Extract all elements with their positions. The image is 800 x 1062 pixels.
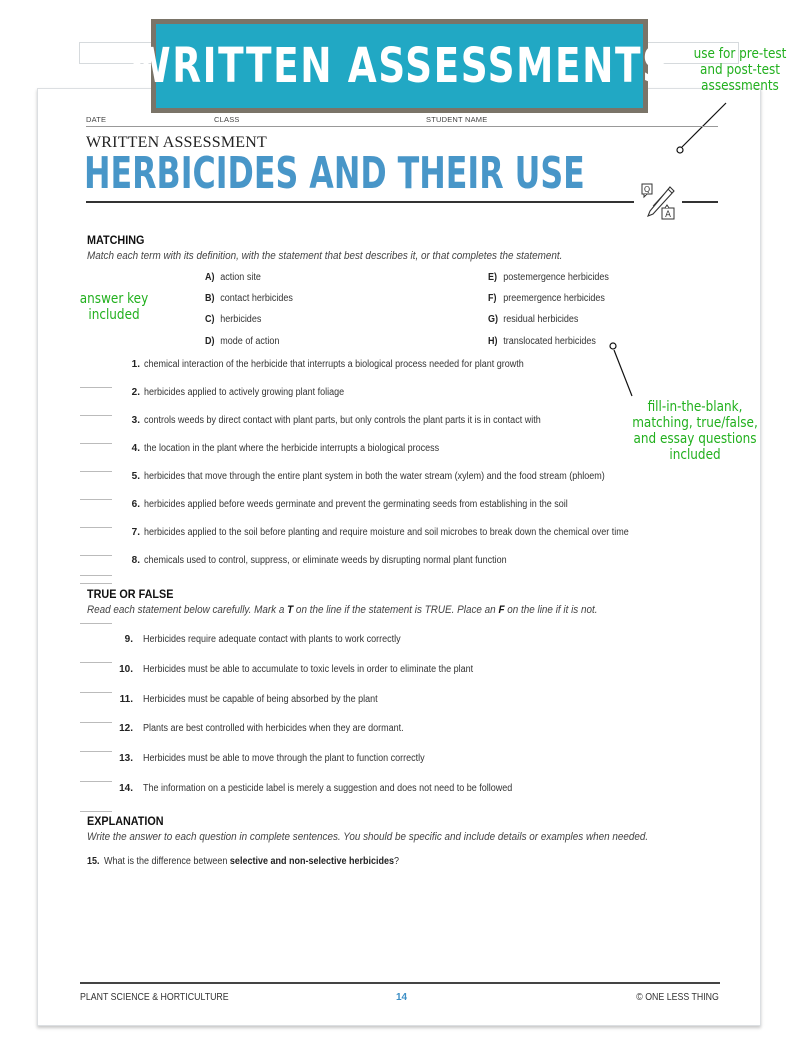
question-text: herbicides that move through the entire plant system in both the water stream (xylem) and the food stream (phloem) — [144, 471, 605, 482]
callout-line: use for pre-test — [693, 46, 787, 62]
callout-line: matching, true/false, — [632, 415, 758, 431]
matching-question — [80, 387, 720, 407]
true-false-instructions — [87, 604, 598, 616]
answer-blank[interactable] — [80, 575, 112, 576]
term-label: herbicides — [220, 314, 262, 325]
question-number: 14. — [119, 783, 133, 794]
question-text: Herbicides must be capable of being absorbed by the plant — [143, 694, 378, 705]
term-label: translocated herbicides — [503, 336, 596, 347]
term-item — [488, 272, 609, 283]
footer-divider — [80, 982, 720, 984]
callout-line: and post-test — [700, 62, 780, 78]
matching-question — [80, 359, 720, 379]
question-number: 12. — [119, 723, 133, 734]
student-info-fields — [86, 115, 718, 127]
svg-text:Q: Q — [643, 185, 651, 194]
matching-question — [80, 499, 720, 519]
answer-blank[interactable] — [80, 662, 112, 663]
instr-emphasis: F — [498, 604, 505, 616]
question-text: chemical interaction of the herbicide that interrupts a biological process needed for plant growth — [144, 359, 524, 370]
document-title: HERBICIDES AND THEIR USE — [84, 148, 585, 199]
student-name-field-label: STUDENT NAME — [426, 115, 488, 124]
document-kicker: WRITTEN ASSESSMENT — [86, 134, 267, 151]
term-letter: H) — [488, 336, 498, 347]
term-letter: B) — [205, 293, 215, 304]
instr-text: on the line if the statement is TRUE. Place an — [293, 604, 499, 616]
answer-blank[interactable] — [80, 692, 112, 693]
question-number: 13. — [119, 753, 133, 764]
term-item — [205, 272, 261, 283]
question-text: Plants are best controlled with herbicides when they are dormant. — [143, 723, 404, 734]
term-letter: G) — [488, 314, 498, 325]
callout-line: answer key — [79, 291, 149, 307]
question-text: herbicides applied before weeds germinate and prevent the germinating seeds from establishing in the soil — [144, 499, 568, 510]
term-label: preemergence herbicides — [503, 293, 605, 304]
true-false-heading: TRUE OR FALSE — [87, 587, 174, 601]
true-false-question — [80, 753, 720, 773]
term-item — [205, 314, 261, 325]
matching-instructions: Match each term with its definition, with the statement that best describes it, or that completes the statement. — [87, 250, 563, 262]
true-false-question — [80, 783, 720, 803]
callout-line: and essay questions — [633, 431, 757, 447]
explanation-heading: EXPLANATION — [87, 814, 164, 828]
callout-pre-post-test — [688, 46, 791, 94]
question-text: The information on a pesticide label is merely a suggestion and does not need to be followed — [143, 783, 513, 794]
question-text: the location in the plant where the herbicide interrupts a biological process — [144, 443, 440, 454]
question-number: 8. — [131, 555, 140, 566]
instr-text: on the line if it is not. — [504, 604, 598, 616]
term-label: residual herbicides — [503, 314, 579, 325]
question-text: Herbicides require adequate contact with plants to work correctly — [143, 634, 401, 645]
matching-question — [80, 415, 720, 435]
footer-course-name: PLANT SCIENCE & HORTICULTURE — [80, 992, 229, 1003]
essay-question — [87, 856, 399, 867]
question-emphasis: selective and non-selective herbicides — [229, 856, 395, 867]
question-text: ? — [394, 856, 400, 867]
term-label: mode of action — [220, 336, 280, 347]
term-item — [488, 314, 578, 325]
term-item — [488, 293, 605, 304]
true-false-question — [80, 634, 720, 654]
callout-line: fill-in-the-blank, — [647, 399, 743, 415]
true-false-question — [80, 664, 720, 684]
question-number: 10. — [119, 664, 133, 675]
term-letter: F) — [488, 293, 497, 304]
page-number: 14 — [396, 992, 408, 1003]
answer-blank[interactable] — [80, 781, 112, 782]
banner-title: WRITTEN ASSESSMENTS — [128, 38, 671, 94]
question-number: 11. — [119, 694, 133, 705]
term-letter: C) — [205, 314, 215, 325]
answer-blank[interactable] — [80, 583, 112, 584]
question-text: controls weeds by direct contact with plant parts, but only controls the plant parts it is in contact with — [144, 415, 541, 426]
term-label: contact herbicides — [220, 293, 293, 304]
title-divider — [86, 201, 634, 203]
question-number: 6. — [131, 499, 140, 510]
question-number: 9. — [124, 634, 133, 645]
question-number: 15. — [87, 856, 100, 867]
question-number: 4. — [131, 443, 140, 454]
callout-line: assessments — [701, 78, 779, 94]
title-divider — [682, 201, 718, 203]
answer-blank[interactable] — [80, 811, 112, 812]
explanation-instructions: Write the answer to each question in complete sentences. You should be specific and include details or examples when needed. — [87, 831, 649, 843]
question-text: chemicals used to control, suppress, or eliminate weeds by disrupting normal plant function — [144, 555, 507, 566]
matching-question — [80, 471, 720, 491]
true-false-question — [80, 694, 720, 714]
instr-emphasis: T — [287, 604, 294, 616]
question-number: 2. — [131, 387, 140, 398]
question-answer-pencil-icon — [640, 182, 678, 222]
svg-text:A: A — [665, 210, 671, 220]
term-letter: A) — [205, 272, 215, 283]
written-assessments-banner — [128, 19, 671, 113]
matching-question — [80, 527, 720, 547]
instr-text: Read each statement below carefully. Mark a — [87, 604, 288, 616]
callout-answer-key — [71, 291, 157, 323]
answer-blank[interactable] — [80, 751, 112, 752]
question-text: herbicides applied to the soil before planting and require moisture and soil microbes to break down the chemical over time — [144, 527, 629, 538]
callout-line: included — [669, 447, 721, 463]
term-letter: D) — [205, 336, 215, 347]
matching-question — [80, 443, 720, 463]
term-label: postemergence herbicides — [503, 272, 609, 283]
question-text: Herbicides must be able to accumulate to toxic levels in order to eliminate the plant — [143, 664, 474, 675]
term-item — [488, 336, 596, 347]
term-label: action site — [220, 272, 261, 283]
question-text: What is the difference between — [104, 856, 230, 867]
question-text: Herbicides must be able to move through the plant to function correctly — [143, 753, 425, 764]
question-number: 5. — [131, 471, 140, 482]
question-text: herbicides applied to actively growing plant foliage — [144, 387, 345, 398]
term-item — [205, 293, 293, 304]
term-item — [205, 336, 279, 347]
term-letter: E) — [488, 272, 497, 283]
footer-copyright: © ONE LESS THING — [636, 992, 719, 1003]
callout-line: included — [88, 307, 140, 323]
true-false-question — [80, 723, 720, 743]
answer-blank[interactable] — [80, 623, 112, 624]
matching-question — [80, 555, 720, 575]
matching-heading: MATCHING — [87, 233, 145, 247]
date-field-label: DATE — [86, 115, 107, 124]
class-field-label: CLASS — [214, 115, 240, 124]
question-number: 3. — [131, 415, 140, 426]
question-number: 1. — [131, 359, 140, 370]
question-number: 7. — [131, 527, 140, 538]
